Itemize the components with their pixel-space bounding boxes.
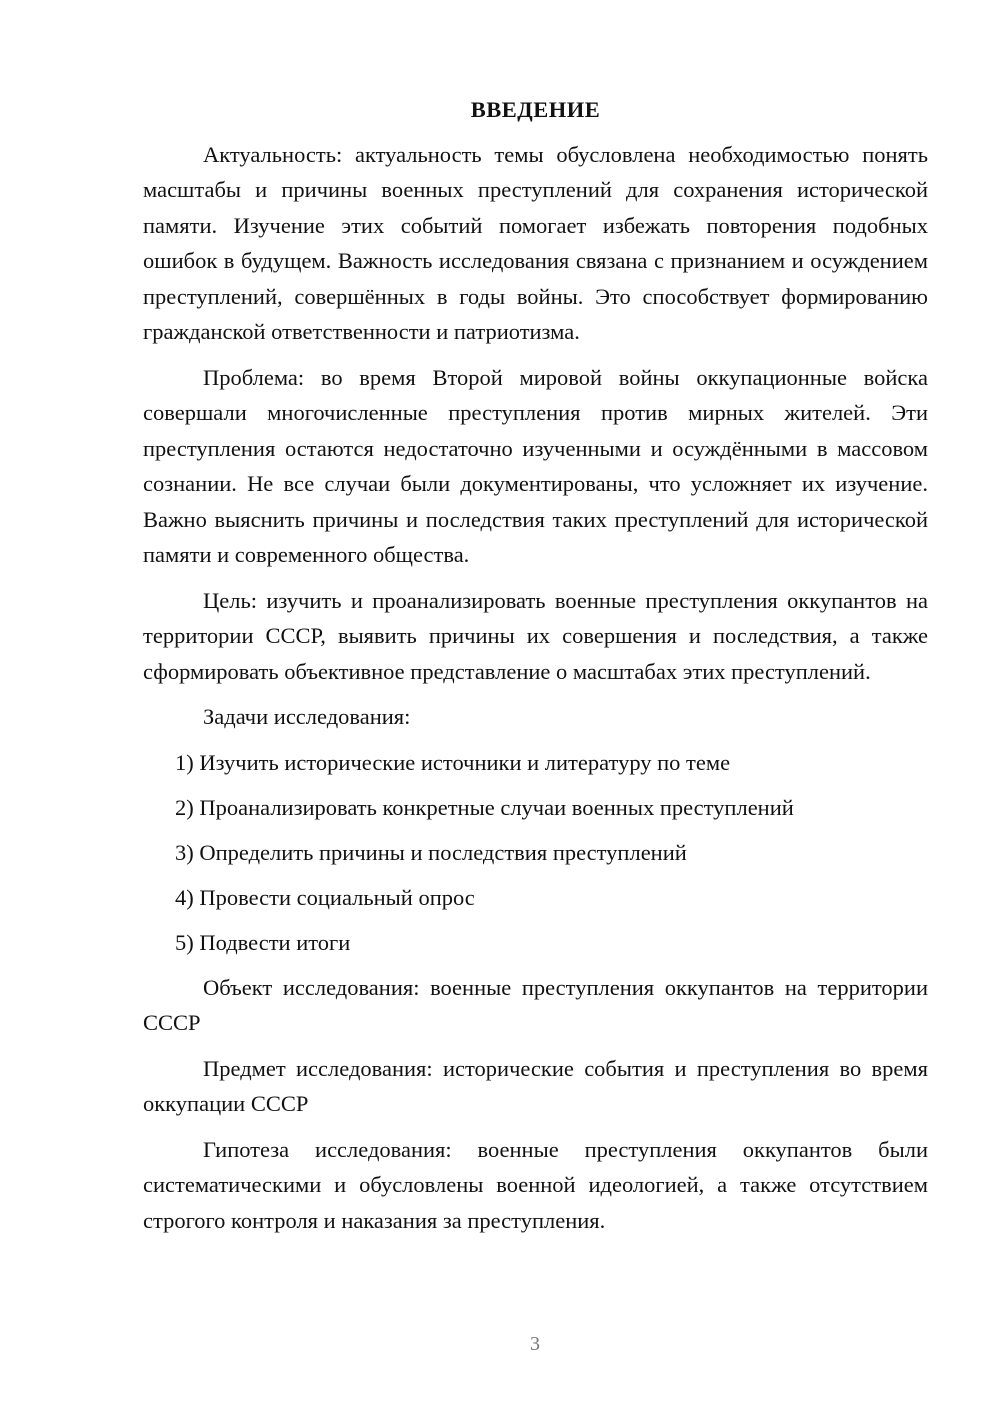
page-title: ВВЕДЕНИЕ	[470, 97, 601, 122]
task-list	[143, 745, 928, 961]
paragraph-object: Объект исследования: военные преступления оккупантов на территории СССР	[143, 974, 928, 1035]
tasks-heading: Задачи исследования:	[203, 704, 411, 729]
paragraph-hypothesis: Гипотеза исследования: военные преступления оккупантов были систематическими и обусловлены военной идеологией, а также отсутствием строгого контроля и наказания за преступления.	[143, 1136, 928, 1233]
paragraph-subject: Предмет исследования: исторические события и преступления во время оккупации СССР	[143, 1055, 928, 1116]
list-item: 4) Провести социальный опрос	[175, 884, 475, 910]
paragraph-problem: Проблема: во время Второй мировой войны оккупационные войска совершали многочисленные преступления против мирных жителей. Эти преступления остаются недостаточно изученными и осуждёнными в массовом сознании. Не все случаи были документированы, что усложняет их изучение. Важно выяснить причины и последствия таких преступлений для исторической памяти и современного общества.	[143, 364, 928, 567]
list-item: 1) Изучить исторические источники и литературу по теме	[175, 749, 731, 775]
page-number: 3	[530, 1333, 540, 1355]
page-content	[143, 92, 928, 1248]
list-item: 2) Проанализировать конкретные случаи военных преступлений	[175, 794, 794, 820]
list-item: 3) Определить причины и последствия преступлений	[175, 839, 687, 865]
list-item: 5) Подвести итоги	[175, 929, 351, 955]
paragraph-relevance: Актуальность: актуальность темы обусловлена необходимостью понять масштабы и причины военных преступлений для сохранения исторической памяти. Изучение этих событий помогает избежать повторения подобных ошибок в будущем. Важность исследования связана с признанием и осуждением преступлений, совершённых в годы войны. Это способствует формированию гражданской ответственности и патриотизма.	[143, 141, 928, 344]
paragraph-goal: Цель: изучить и проанализировать военные преступления оккупантов на территории СССР, выявить причины их совершения и последствия, а также сформировать объективное представление о масштабах этих преступлений.	[143, 587, 928, 684]
